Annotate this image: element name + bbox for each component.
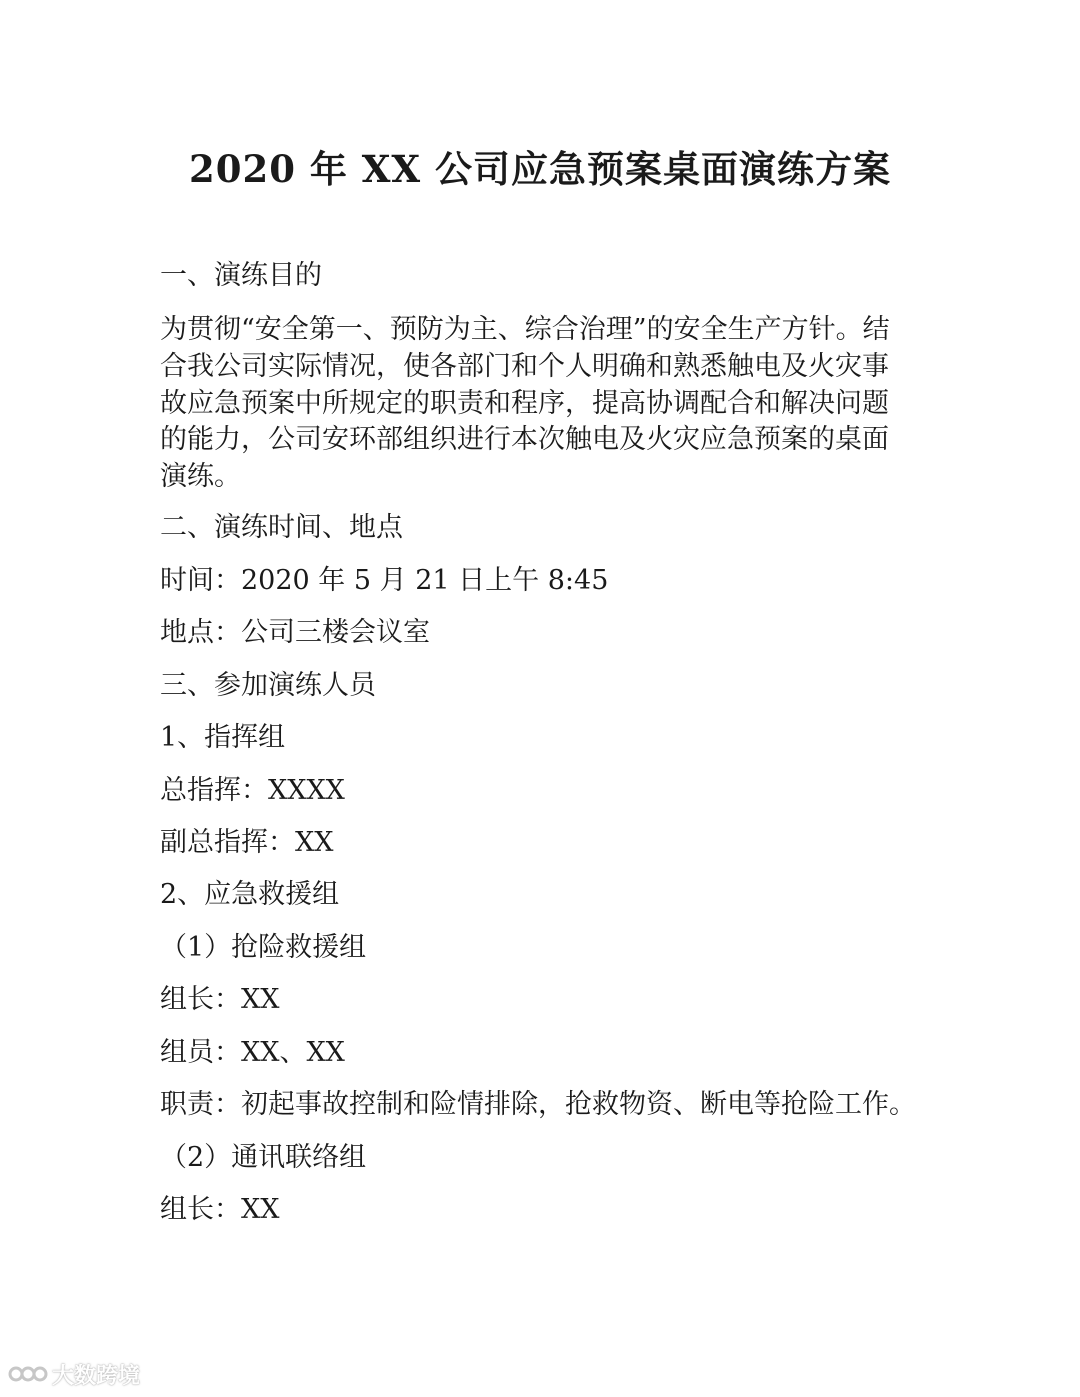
brand-logo-icon xyxy=(8,1360,48,1388)
purpose-paragraph xyxy=(160,312,920,496)
section-heading-time-place: 二、演练时间、地点 xyxy=(160,512,403,543)
subgroup-duty-line: 职责：初起事故控制和险情排除，抢救物资、断电等抢险工作。 xyxy=(160,1089,916,1120)
subgroup-heading-communication: （2）通讯联络组 xyxy=(160,1142,367,1173)
subgroup-members-line: 组员：XX、XX xyxy=(160,1037,345,1068)
watermark-text: 大数跨境 xyxy=(52,1363,141,1389)
time-line: 时间：2020 年 5 月 21 日上午 8:45 xyxy=(160,565,609,596)
section-heading-purpose: 一、演练目的 xyxy=(160,260,322,291)
paragraph-line: 演练。 xyxy=(160,461,241,493)
paragraph-line: 为贯彻“安全第一、预防为主、综合治理”的安全生产方针。结 xyxy=(160,314,890,345)
watermark xyxy=(8,1358,140,1390)
document-title: 2020 年 XX 公司应急预案桌面演练方案 xyxy=(188,147,892,191)
group-heading-command: 1、指挥组 xyxy=(160,722,286,753)
section-heading-participants: 三、参加演练人员 xyxy=(160,670,376,701)
deputy-commander-line: 副总指挥：XX xyxy=(160,827,334,858)
subgroup-heading-rescue: （1）抢险救援组 xyxy=(160,932,367,963)
subgroup2-leader-line: 组长：XX xyxy=(160,1194,280,1225)
group-heading-rescue: 2、应急救援组 xyxy=(160,879,340,910)
subgroup-leader-line: 组长：XX xyxy=(160,984,280,1015)
paragraph-line: 合我公司实际情况，使各部门和个人明确和熟悉触电及火灾事 xyxy=(160,350,889,382)
paragraph-line: 故应急预案中所规定的职责和程序，提高协调配合和解决问题 xyxy=(160,387,889,419)
place-line: 地点：公司三楼会议室 xyxy=(160,617,430,648)
commander-line: 总指挥：XXXX xyxy=(160,775,345,806)
paragraph-line: 的能力，公司安环部组织进行本次触电及火灾应急预案的桌面 xyxy=(160,424,889,456)
